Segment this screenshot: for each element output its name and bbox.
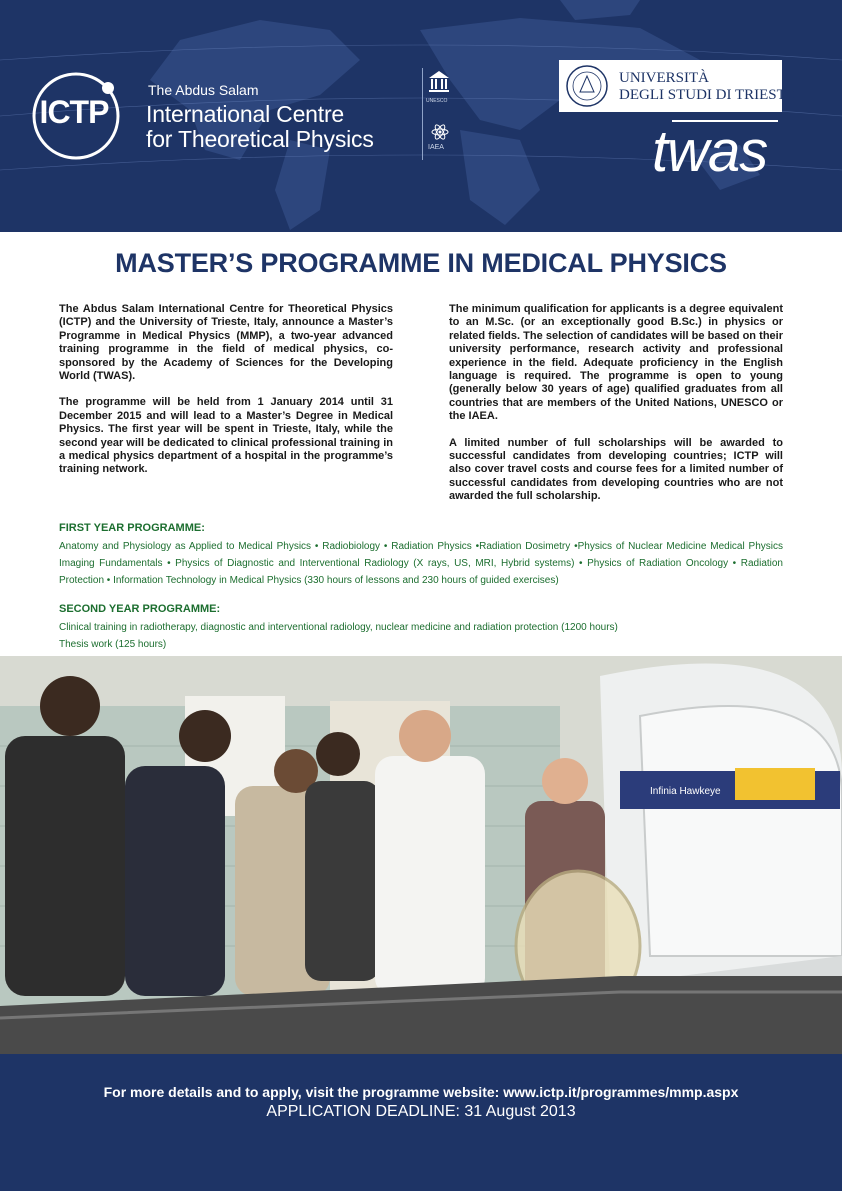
org-name-line2: for Theoretical Physics <box>146 126 374 152</box>
iaea-label: IAEA <box>428 144 444 151</box>
footer-banner <box>0 1054 842 1191</box>
intro-right-column <box>449 303 783 517</box>
org-small-name: The Abdus Salam <box>148 82 259 98</box>
machine-label: Infinia Hawkeye <box>650 786 721 797</box>
page-title: MASTER’S PROGRAMME IN MEDICAL PHYSICS <box>115 248 727 278</box>
second-year-heading: SECOND YEAR PROGRAMME: <box>59 603 221 615</box>
org-name-line1: International Centre <box>146 101 345 127</box>
unesco-label: UNESCO <box>426 98 448 104</box>
footer-details: For more details and to apply, visit the programme website: www.ictp.it/programmes/mmp.aspx <box>103 1084 739 1100</box>
university-logo <box>559 60 795 112</box>
intro-paragraph: The programme will be held from 1 January 2014 until 31 December 2015 and will lead to a Master’s Degree in Medical Physics. The first year will be spent in Trieste, Italy, while the second year will be dedicated to clinical professional training in a medical physics department of a hospital in the programme’s training network. <box>59 396 393 476</box>
university-name-line1: UNIVERSITÀ <box>619 70 709 86</box>
header-banner <box>0 0 842 232</box>
twas-logo: twas <box>652 119 768 184</box>
university-name-line2: DEGLI STUDI DI TRIESTE <box>619 87 795 103</box>
unesco-temple-icon <box>428 70 450 96</box>
intro-left-column <box>59 303 393 490</box>
intro-paragraph: A limited number of full scholarships will be awarded to successful candidates from developing countries; ICTP will also cover travel costs and course fees for a limited number of successful candidates from developing countries who are not awarded the full scholarship. <box>449 436 783 503</box>
hospital-scene-illustration <box>0 656 842 1054</box>
application-deadline: APPLICATION DEADLINE: 31 August 2013 <box>266 1103 576 1120</box>
iaea-atom-icon <box>431 123 449 141</box>
first-year-topics: Anatomy and Physiology as Applied to Medical Physics • Radiobiology • Radiation Physics •Radiation Dosimetry •Physics of Nuclear Medicine Medical Physics Imaging Fundamentals • Physics of Diagnostic and Interventional Radiology (X rays, US, MRI, Hybrid systems) • Physics of Radiation Oncology • Radiation Protection • Information Technology in Medical Physics (330 hours of lessons and 230 hours of guided exercises) <box>59 541 783 586</box>
second-year-line: Clinical training in radiotherapy, diagnostic and interventional radiology, nuclear medicine and radiation protection (1200 hours) <box>59 622 618 633</box>
first-year-heading: FIRST YEAR PROGRAMME: <box>59 522 205 534</box>
group-photo <box>0 656 842 1054</box>
ictp-brand-mark: ICTP <box>39 94 109 130</box>
intro-paragraph: The minimum qualification for applicants is a degree equivalent to an M.Sc. (or an exceptionally good B.Sc.) in physics or related fields. The selection of candidates will be based on their university performance, research activity and professional experience in the field. Adequate proficiency in the English language is required. The programme is open to young (generally below 30 years of age) qualified graduates from all countries that are members of the United Nations, UNESCO or the IAEA. <box>449 303 783 423</box>
university-seal-icon <box>565 64 609 108</box>
logo-divider <box>422 68 423 160</box>
second-year-line: Thesis work (125 hours) <box>59 639 167 650</box>
second-year-topics <box>59 619 783 653</box>
intro-paragraph: The Abdus Salam International Centre for Theoretical Physics (ICTP) and the University of Trieste, Italy, announce a Master’s Programme in Medical Physics (MMP), a two-year advanced training programme in the field of medical physics, co-sponsored by the Academy of Sciences for the Developing World (TWAS). <box>59 303 393 383</box>
world-map-background <box>0 0 842 232</box>
